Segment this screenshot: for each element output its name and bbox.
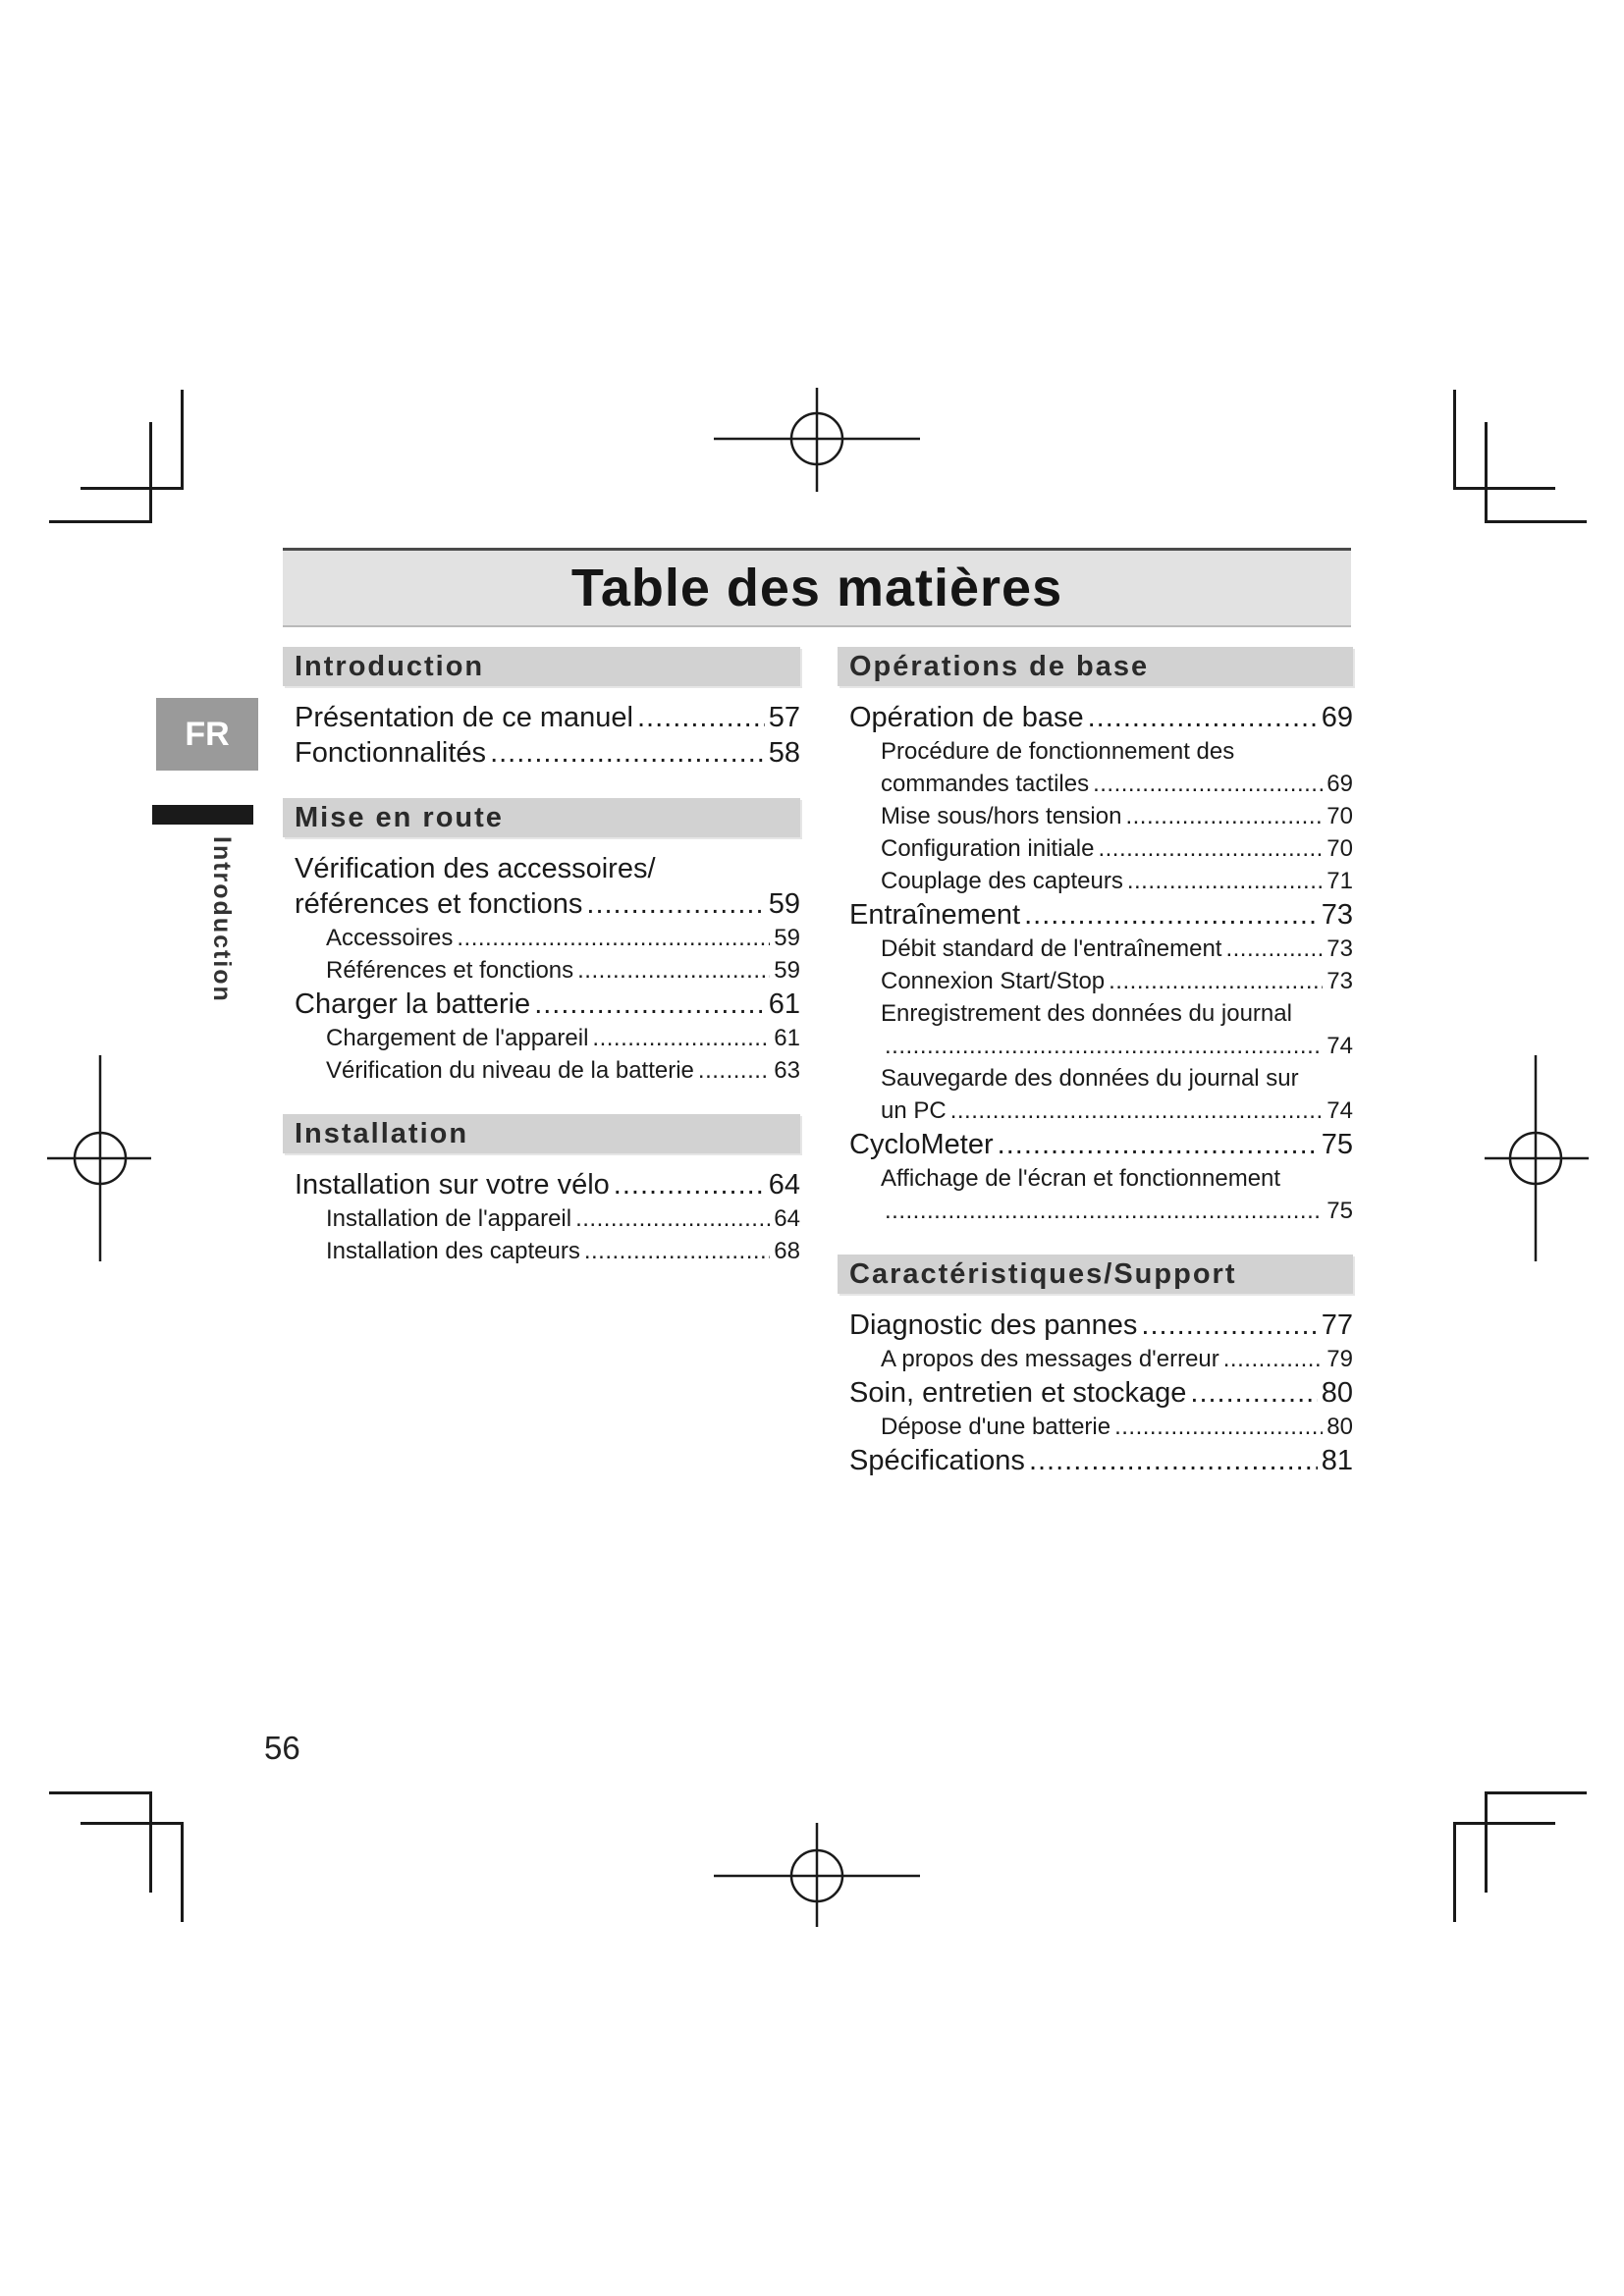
toc-entry-row xyxy=(838,1443,1353,1478)
section-heading: Caractéristiques/Support xyxy=(838,1255,1353,1294)
toc-entry-title: Installation sur votre vélo xyxy=(295,1169,610,1201)
toc-entry[interactable] xyxy=(283,1022,800,1054)
registration-mark-icon xyxy=(714,1823,920,1927)
toc-entry-row xyxy=(838,865,1353,897)
dot-leader xyxy=(577,954,770,987)
toc-page-number: 59 xyxy=(774,957,800,984)
dot-leader xyxy=(1109,965,1323,997)
toc-entry-row xyxy=(283,700,800,735)
dot-leader xyxy=(1190,1375,1317,1411)
page-title: Table des matières xyxy=(570,559,1063,617)
side-section-label: Introduction xyxy=(208,836,236,1003)
toc-entry[interactable] xyxy=(838,1162,1353,1227)
toc-page-number: 70 xyxy=(1326,835,1353,862)
registration-mark-icon xyxy=(714,388,920,492)
toc-entry[interactable] xyxy=(283,1202,800,1235)
toc-page-number: 80 xyxy=(1321,1377,1353,1409)
crop-mark xyxy=(1453,1822,1555,1825)
crop-mark xyxy=(149,1791,152,1893)
dot-leader xyxy=(1088,700,1318,735)
toc-page-number: 77 xyxy=(1321,1309,1353,1341)
toc-entry-title: Opération de base xyxy=(849,702,1084,733)
section-gap xyxy=(283,771,800,798)
dot-leader xyxy=(950,1095,1324,1127)
crop-mark xyxy=(1453,1822,1456,1922)
dot-leader xyxy=(1093,768,1323,800)
registration-mark-icon xyxy=(1485,1055,1589,1261)
toc-entry-title: Spécifications xyxy=(849,1445,1025,1476)
dot-leader xyxy=(490,735,765,771)
toc-page-number: 73 xyxy=(1326,968,1353,994)
toc-entry-title: Fonctionnalités xyxy=(295,737,487,769)
toc-entry-title: un PC xyxy=(881,1097,947,1124)
toc-entry[interactable] xyxy=(283,954,800,987)
toc-left-column xyxy=(283,647,800,1267)
language-tab: FR xyxy=(156,698,258,771)
toc-entry-title: Diagnostic des pannes xyxy=(849,1309,1138,1341)
dot-leader xyxy=(1114,1411,1323,1443)
dot-leader xyxy=(457,922,770,954)
crop-mark xyxy=(81,1822,183,1825)
toc-entry[interactable] xyxy=(838,832,1353,865)
toc-entry[interactable] xyxy=(283,987,800,1022)
dot-leader xyxy=(614,1167,765,1202)
section-heading: Mise en route xyxy=(283,798,800,837)
toc-entry-row xyxy=(283,1235,800,1267)
toc-entry[interactable] xyxy=(283,1235,800,1267)
crop-mark xyxy=(181,390,184,490)
dot-leader xyxy=(1024,897,1318,933)
toc-entry-row xyxy=(283,987,800,1022)
toc-entry-title: Mise sous/hors tension xyxy=(881,803,1122,829)
toc-entry[interactable] xyxy=(283,1167,800,1202)
toc-entry[interactable] xyxy=(838,1062,1353,1127)
toc-entry[interactable] xyxy=(838,865,1353,897)
toc-entry-row xyxy=(283,1054,800,1087)
toc-entry-row xyxy=(838,1030,1353,1062)
toc-entry-title: commandes tactiles xyxy=(881,771,1090,797)
toc-entry-row xyxy=(838,1343,1353,1375)
toc-entry[interactable] xyxy=(838,1308,1353,1343)
dot-leader xyxy=(1125,800,1323,832)
section-gap xyxy=(283,1087,800,1114)
registration-mark-icon xyxy=(47,1055,151,1261)
toc-entry-title: références et fonctions xyxy=(295,888,583,920)
toc-page-number: 73 xyxy=(1321,899,1353,931)
toc-entry-title: Débit standard de l'entraînement xyxy=(881,935,1222,962)
toc-entry[interactable] xyxy=(838,735,1353,800)
dot-leader xyxy=(1141,1308,1317,1343)
toc-page-number: 71 xyxy=(1326,868,1353,894)
toc-entry-row xyxy=(838,1375,1353,1411)
crop-mark xyxy=(1485,520,1587,523)
toc-entry-title: Références et fonctions xyxy=(326,957,574,984)
toc-page-number: 81 xyxy=(1321,1445,1353,1476)
toc-page-number: 75 xyxy=(1321,1129,1353,1160)
toc-entry[interactable] xyxy=(283,851,800,922)
toc-entry-row xyxy=(838,1127,1353,1162)
crop-mark xyxy=(1453,390,1456,490)
toc-page-number: 61 xyxy=(768,988,800,1020)
dot-leader xyxy=(584,1235,770,1267)
dot-leader xyxy=(592,1022,770,1054)
dot-leader xyxy=(998,1127,1318,1162)
toc-entry-row xyxy=(283,922,800,954)
toc-page-number: 69 xyxy=(1326,771,1353,797)
toc-entry-row xyxy=(838,1308,1353,1343)
toc-page-number: 74 xyxy=(1326,1097,1353,1124)
toc-entry-title: Vérification du niveau de la batterie xyxy=(326,1057,694,1084)
toc-list xyxy=(283,851,800,1087)
toc-entry-title-line: Procédure de fonctionnement des xyxy=(881,738,1235,765)
toc-list xyxy=(283,700,800,771)
toc-entry[interactable] xyxy=(283,1054,800,1087)
toc-page-number: 69 xyxy=(1321,702,1353,733)
toc-entry[interactable] xyxy=(838,1411,1353,1443)
toc-entry-title: Installation de l'appareil xyxy=(326,1205,572,1232)
toc-entry-title: CycloMeter xyxy=(849,1129,994,1160)
toc-entry-title: Couplage des capteurs xyxy=(881,868,1123,894)
toc-list xyxy=(283,1167,800,1267)
toc-page-number: 79 xyxy=(1326,1346,1353,1372)
toc-entry[interactable] xyxy=(838,897,1353,933)
toc-entry-row xyxy=(838,1411,1353,1443)
toc-entry-title: A propos des messages d'erreur xyxy=(881,1346,1219,1372)
toc-page-number: 73 xyxy=(1326,935,1353,962)
dot-leader xyxy=(575,1202,770,1235)
toc-page-number: 61 xyxy=(774,1025,800,1051)
toc-entry-title: Présentation de ce manuel xyxy=(295,702,633,733)
dot-leader xyxy=(1127,865,1323,897)
dot-leader xyxy=(1098,832,1323,865)
toc-entry-title-line: Enregistrement des données du journal xyxy=(881,1000,1292,1027)
toc-page-number: 64 xyxy=(768,1169,800,1201)
toc-entry-row xyxy=(283,886,800,922)
toc-entry[interactable] xyxy=(838,1375,1353,1411)
toc-entry-row xyxy=(838,768,1353,800)
toc-page-number: 57 xyxy=(768,702,800,733)
section-heading: Introduction xyxy=(283,647,800,686)
toc-entry-title: Connexion Start/Stop xyxy=(881,968,1106,994)
toc-entry-title: Configuration initiale xyxy=(881,835,1095,862)
dot-leader xyxy=(1225,933,1323,965)
toc-entry-row xyxy=(283,735,800,771)
toc-entry[interactable] xyxy=(838,997,1353,1062)
toc-entry[interactable] xyxy=(283,922,800,954)
dot-leader xyxy=(885,1030,1323,1062)
crop-mark xyxy=(49,520,151,523)
toc-entry-row xyxy=(838,832,1353,865)
toc-entry-title: Accessoires xyxy=(326,925,454,951)
crop-mark xyxy=(149,422,152,523)
crop-mark xyxy=(1485,422,1488,523)
dot-leader xyxy=(534,987,765,1022)
toc-entry-row xyxy=(838,897,1353,933)
crop-mark xyxy=(181,1822,184,1922)
toc-entry-title: Chargement de l'appareil xyxy=(326,1025,589,1051)
crop-mark xyxy=(49,1791,151,1794)
toc-page-number: 70 xyxy=(1326,803,1353,829)
toc-entry-row xyxy=(838,965,1353,997)
crop-mark xyxy=(81,487,183,490)
toc-list xyxy=(838,1308,1353,1478)
crop-mark xyxy=(1485,1791,1488,1893)
toc-page-number: 59 xyxy=(774,925,800,951)
toc-page-number: 58 xyxy=(768,737,800,769)
toc-entry[interactable] xyxy=(838,1127,1353,1162)
dot-leader xyxy=(586,886,764,922)
toc-page-number: 74 xyxy=(1326,1033,1353,1059)
dot-leader xyxy=(698,1054,770,1087)
toc-entry[interactable] xyxy=(838,1343,1353,1375)
toc-entry-row xyxy=(838,1195,1353,1227)
toc-entry-row xyxy=(838,800,1353,832)
toc-entry-row xyxy=(838,933,1353,965)
toc-entry-row xyxy=(283,954,800,987)
toc-entry-title: Dépose d'une batterie xyxy=(881,1414,1111,1440)
toc-entry-title: Installation des capteurs xyxy=(326,1238,580,1264)
dot-leader xyxy=(1223,1343,1324,1375)
toc-page-number: 63 xyxy=(774,1057,800,1084)
toc-page-number: 64 xyxy=(774,1205,800,1232)
toc-entry[interactable] xyxy=(838,933,1353,965)
toc-entry[interactable] xyxy=(283,735,800,771)
dot-leader xyxy=(885,1195,1323,1227)
crop-mark xyxy=(1453,487,1555,490)
toc-entry-row xyxy=(283,1202,800,1235)
dot-leader xyxy=(637,700,765,735)
section-gap xyxy=(838,1227,1353,1255)
toc-entry-title: Charger la batterie xyxy=(295,988,531,1020)
toc-page-number: 59 xyxy=(768,888,800,920)
toc-list xyxy=(838,700,1353,1227)
title-bar xyxy=(283,548,1351,625)
page-number: 56 xyxy=(264,1730,300,1766)
toc-entry-title: Entraînement xyxy=(849,899,1021,931)
toc-entry-row xyxy=(283,1167,800,1202)
toc-entry-title-line: Affichage de l'écran et fonctionnement xyxy=(881,1165,1281,1192)
toc-entry[interactable] xyxy=(283,700,800,735)
toc-entry-title-line: Vérification des accessoires/ xyxy=(295,853,656,884)
section-heading: Opérations de base xyxy=(838,647,1353,686)
crop-mark xyxy=(1485,1791,1587,1794)
toc-entry[interactable] xyxy=(838,1443,1353,1478)
toc-right-column xyxy=(838,647,1353,1478)
toc-entry[interactable] xyxy=(838,700,1353,735)
toc-page-number: 68 xyxy=(774,1238,800,1264)
toc-page-number: 75 xyxy=(1326,1198,1353,1224)
toc-entry-row xyxy=(838,1095,1353,1127)
toc-entry[interactable] xyxy=(838,965,1353,997)
section-heading: Installation xyxy=(283,1114,800,1153)
toc-entry-title: Soin, entretien et stockage xyxy=(849,1377,1187,1409)
toc-entry-title-line: Sauvegarde des données du journal sur xyxy=(881,1065,1299,1092)
toc-entry-row xyxy=(838,700,1353,735)
toc-page-number: 80 xyxy=(1326,1414,1353,1440)
section-indicator-bar xyxy=(152,805,253,825)
dot-leader xyxy=(1029,1443,1318,1478)
toc-entry-row xyxy=(283,1022,800,1054)
toc-entry[interactable] xyxy=(838,800,1353,832)
